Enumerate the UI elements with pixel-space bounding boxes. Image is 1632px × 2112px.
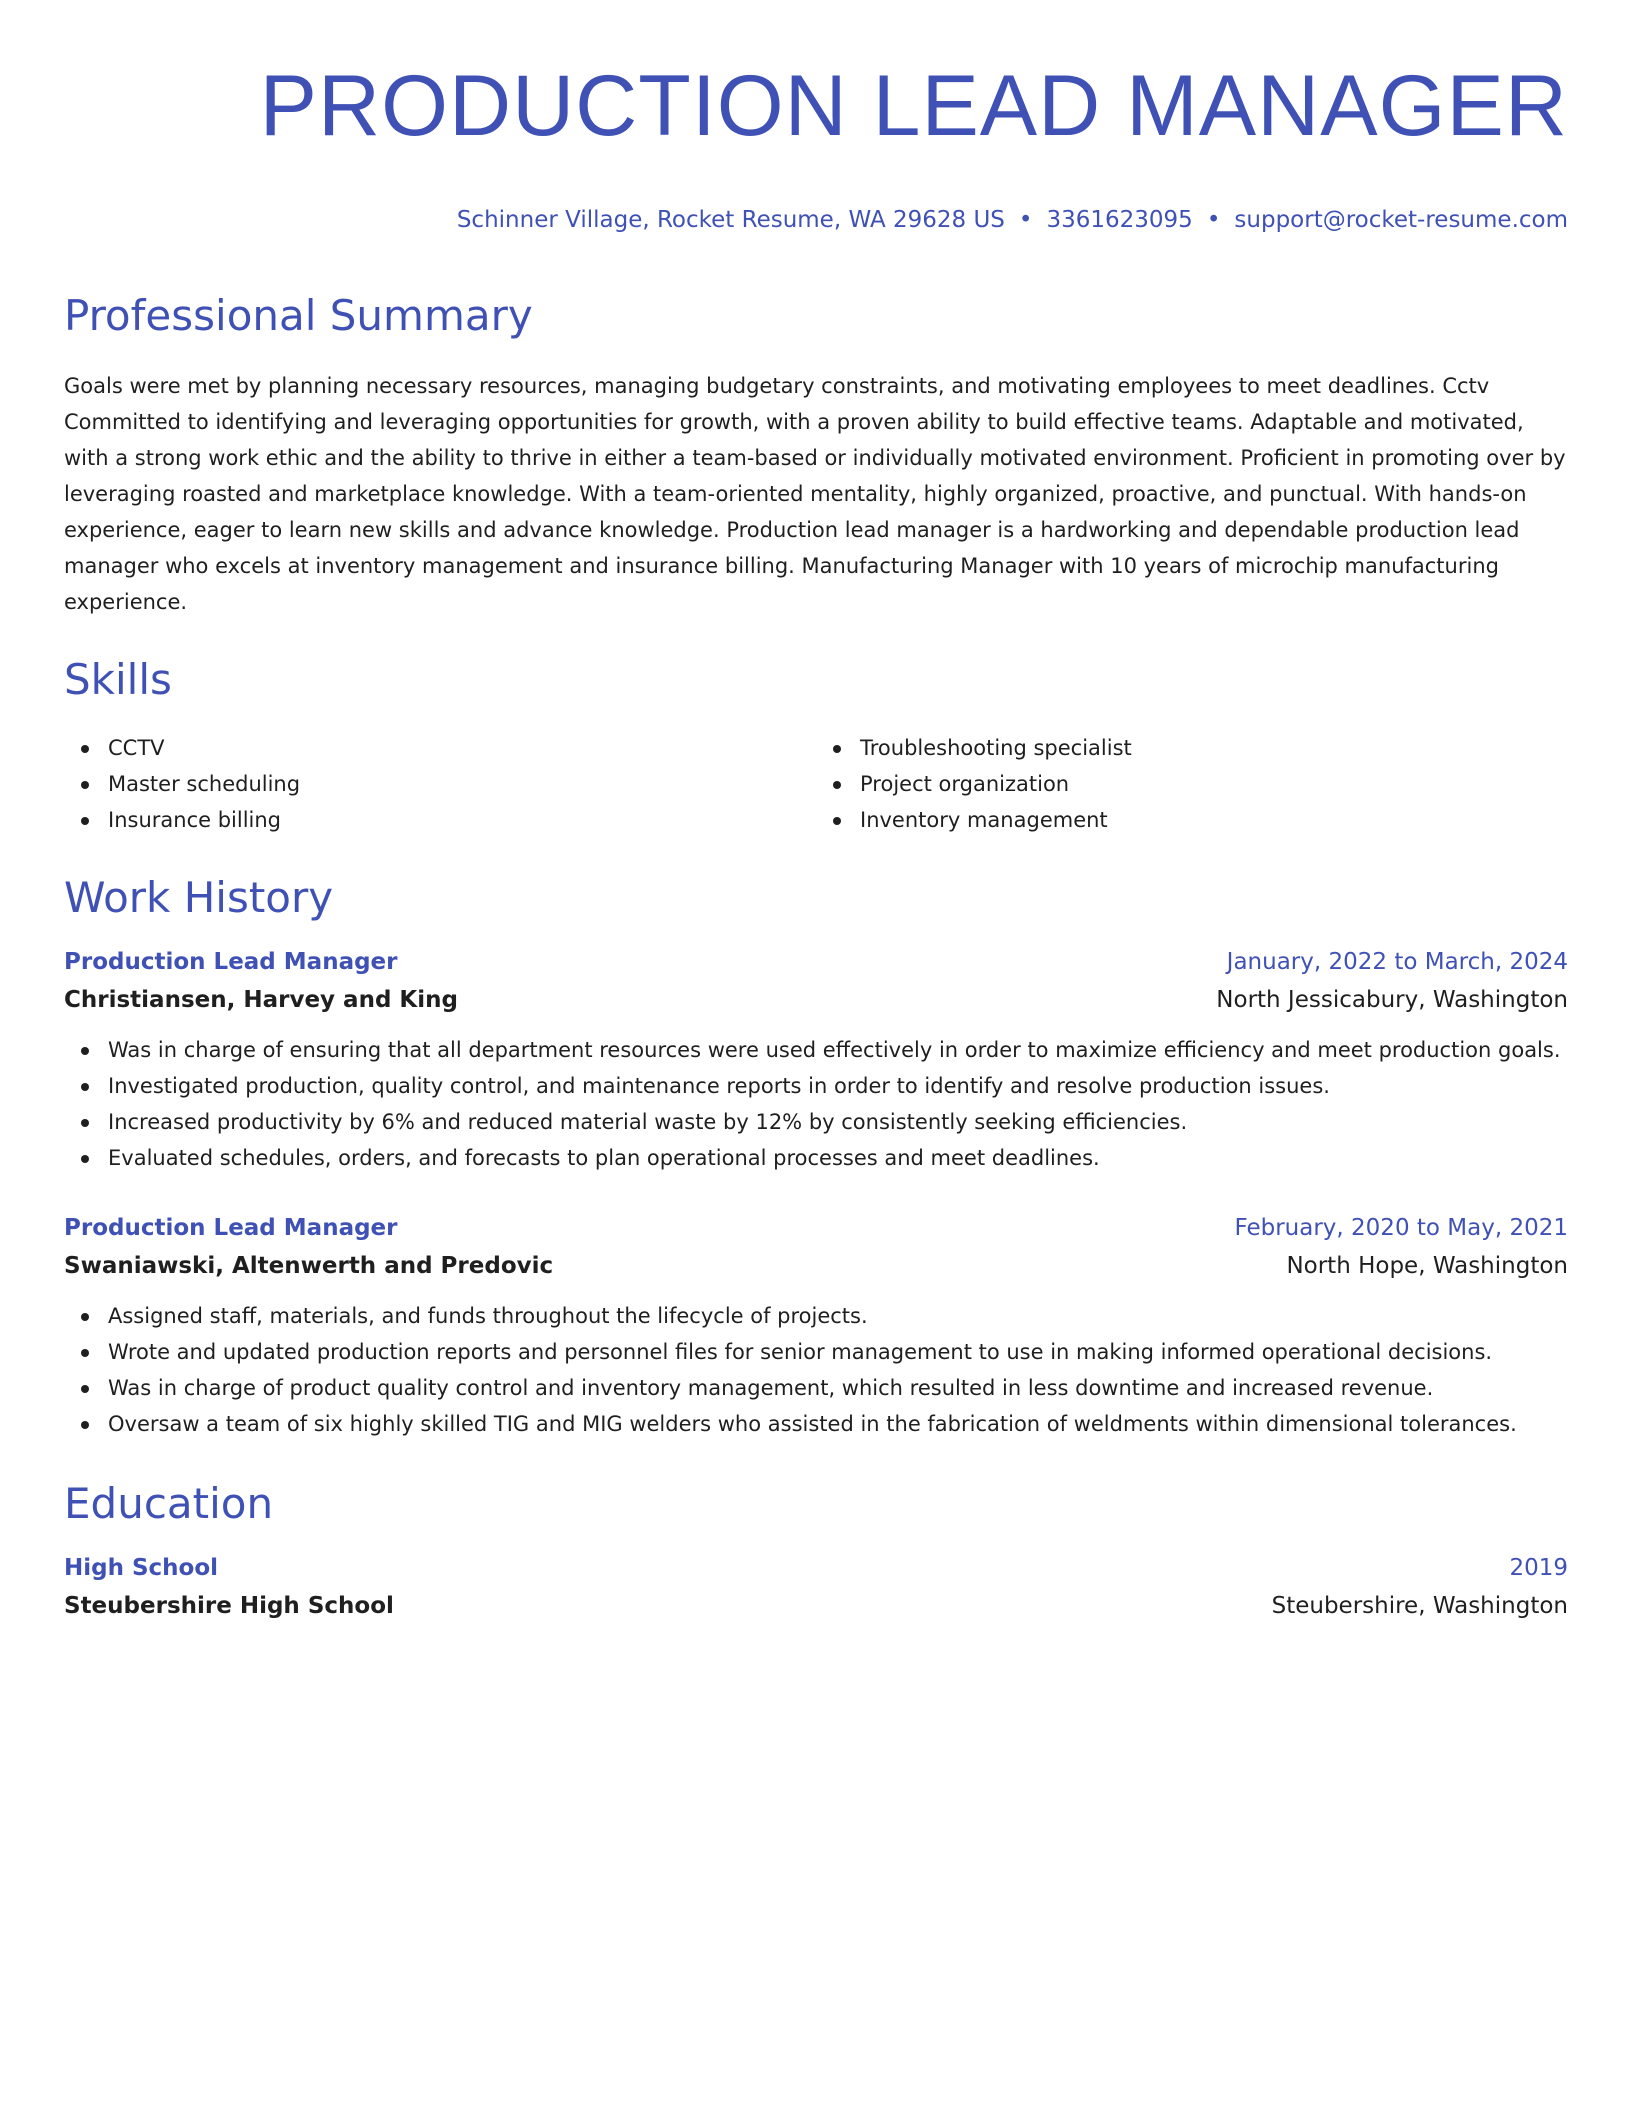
education-location: Steubershire, Washington	[1271, 1593, 1568, 1619]
job-company: Swaniawski, Altenwerth and Predovic	[64, 1253, 554, 1279]
job-bullet: Oversaw a team of six highly skilled TIG and MIG welders who assisted in the fabrication of weldments within dimensional tolerances.	[108, 1406, 1568, 1442]
skills-list	[64, 730, 1568, 838]
job-dates: February, 2020 to May, 2021	[1234, 1215, 1568, 1241]
education-school-row	[64, 1586, 1568, 1626]
job-role: Production Lead Manager	[64, 949, 398, 975]
education-school: Steubershire High School	[64, 1593, 394, 1619]
contact-phone: 3361623095	[1046, 207, 1193, 233]
education-degree: High School	[64, 1555, 219, 1581]
job-entry	[64, 1210, 1568, 1442]
summary-heading: Professional Summary	[64, 291, 533, 340]
skill-item: Master scheduling	[108, 766, 816, 802]
job-location: North Jessicabury, Washington	[1216, 987, 1568, 1013]
job-bullet: Wrote and updated production reports and personnel files for senior management to use in making informed operational decisions.	[108, 1334, 1568, 1370]
job-header-row	[64, 944, 1568, 980]
skills-column-left	[64, 730, 816, 838]
skill-item: Troubleshooting specialist	[860, 730, 1568, 766]
job-company: Christiansen, Harvey and King	[64, 987, 458, 1013]
resume-title: PRODUCTION LEAD MANAGER	[259, 58, 1568, 154]
job-bullet: Was in charge of ensuring that all department resources were used effectively in order to maximize efficiency and meet production goals.	[108, 1032, 1568, 1068]
job-bullet: Was in charge of product quality control and inventory management, which resulted in less downtime and increased revenue.	[108, 1370, 1568, 1406]
contact-separator: •	[1206, 207, 1221, 233]
job-company-row	[64, 1246, 1568, 1286]
skills-heading: Skills	[64, 655, 172, 704]
education-year: 2019	[1509, 1555, 1568, 1581]
skill-item: CCTV	[108, 730, 816, 766]
job-bullet: Evaluated schedules, orders, and forecasts to plan operational processes and meet deadlines.	[108, 1140, 1568, 1176]
job-bullet: Assigned staff, materials, and funds throughout the lifecycle of projects.	[108, 1298, 1568, 1334]
contact-address: Schinner Village, Rocket Resume, WA 29628 US	[456, 207, 1005, 233]
education-heading: Education	[64, 1479, 274, 1528]
contact-email: support@rocket-resume.com	[1234, 207, 1568, 233]
job-header-row	[64, 1210, 1568, 1246]
skills-column-right	[816, 730, 1568, 838]
summary-text: Goals were met by planning necessary resources, managing budgetary constraints, and motivating employees to meet deadlines. Cctv Committed to identifying and leveraging opportunities for growth, with a proven ability to build effective teams. Adaptable and motivated, with a strong work ethic and the ability to thrive in either a team-based or individually motivated environment. Proficient in promoting over by leveraging roasted and marketplace knowledge. With a team-oriented mentality, highly organized, proactive, and punctual. With hands-on experience, eager to learn new skills and advance knowledge. Production lead manager is a hardworking and dependable production lead manager who excels at inventory management and insurance billing. Manufacturing Manager with 10 years of microchip manufacturing experience.	[64, 374, 1566, 614]
job-bullets	[64, 1298, 1568, 1442]
education-entry	[64, 1550, 1568, 1626]
education-header-row	[64, 1550, 1568, 1586]
job-role: Production Lead Manager	[64, 1215, 398, 1241]
contact-line	[64, 204, 1568, 236]
contact-separator: •	[1018, 207, 1033, 233]
job-bullets	[64, 1032, 1568, 1176]
skill-item: Project organization	[860, 766, 1568, 802]
work-history-heading: Work History	[64, 873, 334, 922]
job-location: North Hope, Washington	[1286, 1253, 1568, 1279]
job-bullet: Investigated production, quality control, and maintenance reports in order to identify and resolve production issues.	[108, 1068, 1568, 1104]
skill-item: Insurance billing	[108, 802, 816, 838]
job-company-row	[64, 980, 1568, 1020]
skill-item: Inventory management	[860, 802, 1568, 838]
job-entry	[64, 944, 1568, 1176]
job-dates: January, 2022 to March, 2024	[1226, 949, 1568, 975]
job-bullet: Increased productivity by 6% and reduced material waste by 12% by consistently seeking efficiencies.	[108, 1104, 1568, 1140]
